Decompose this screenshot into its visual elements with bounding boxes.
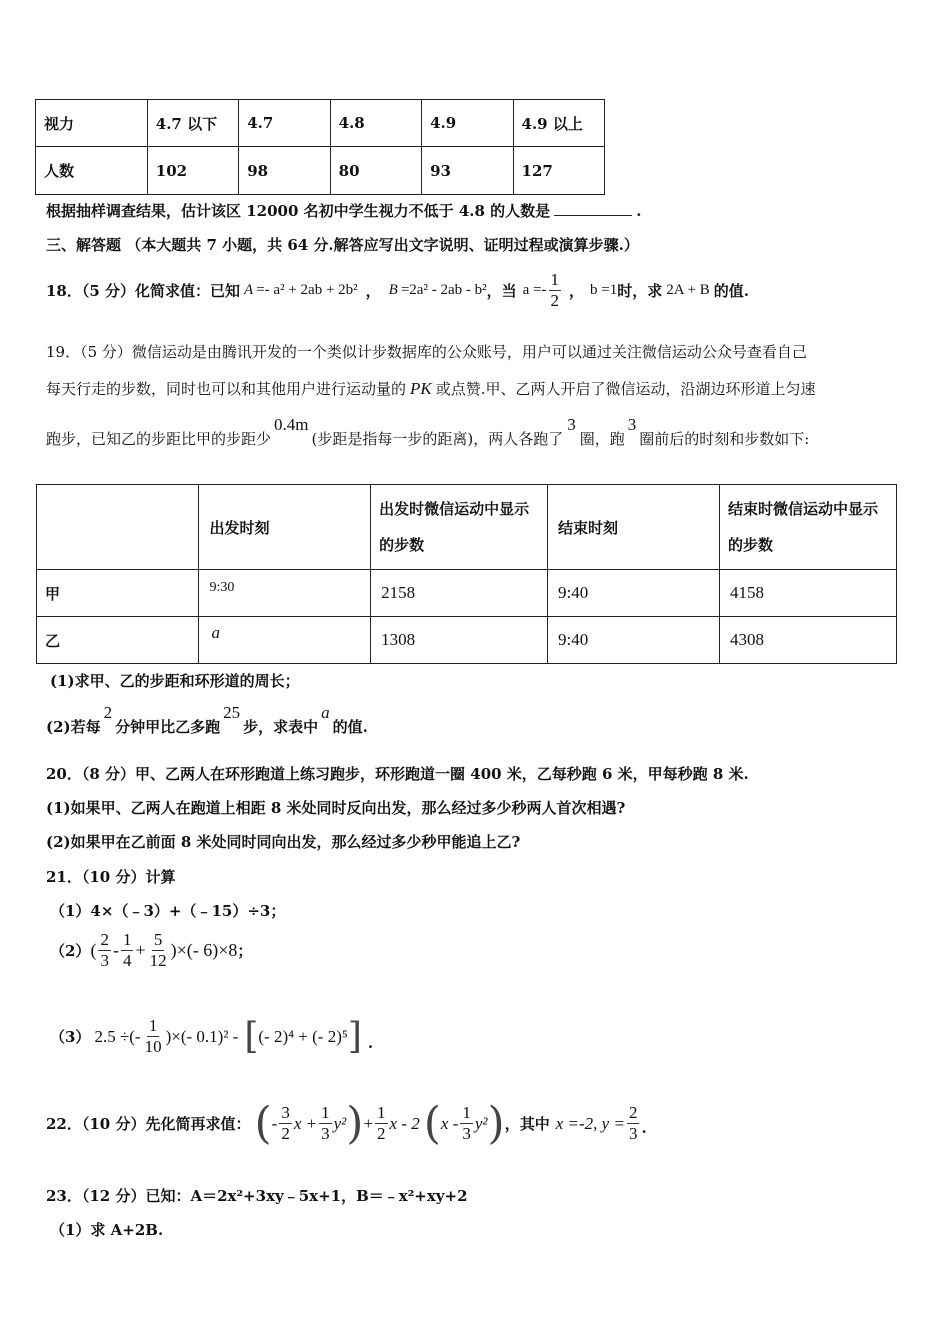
q21-title: 21．（10 分）计算 bbox=[46, 868, 176, 886]
q18: 18．（5 分）化简求值：已知 A =- a² + 2ab + 2b² ， B =2a² - 2ab - b² ，当 a =- $\frac{1}{2}$ ， b =1 时，求 2A + B 的值. bbox=[46, 270, 749, 310]
fraction: $\frac{1}{3}$ bbox=[462, 1103, 471, 1143]
fraction: $\frac{1}{2}$ bbox=[550, 270, 559, 310]
q19-sub2: (2)若每2分钟甲比乙多跑25步，求表中a的值. bbox=[46, 703, 368, 736]
count-cell: 102 bbox=[147, 147, 238, 195]
row-yi-start-steps: 1308 bbox=[371, 617, 548, 664]
fraction: $\frac{2}{3}$ bbox=[100, 930, 109, 970]
answer-blank bbox=[554, 201, 632, 216]
fraction: $\frac{3}{2}$ bbox=[281, 1103, 290, 1143]
row-jia-start-steps: 2158 bbox=[371, 570, 548, 617]
header-start-steps: 出发时微信运动中显示的步数 bbox=[371, 485, 548, 570]
q20-line3: (2)如果甲在乙前面 8 米处同时同向出发，那么经过多少秒甲能追上乙? bbox=[46, 833, 521, 851]
left-bracket: [ bbox=[244, 1016, 259, 1057]
count-cell: 93 bbox=[422, 147, 513, 195]
header-start-time: 出发时刻 bbox=[199, 485, 371, 570]
fraction: $\frac{1}{10}$ bbox=[144, 1016, 162, 1056]
header-end-time: 结束时刻 bbox=[548, 485, 720, 570]
vision-col: 4.9 以上 bbox=[513, 100, 604, 147]
count-cell: 98 bbox=[239, 147, 330, 195]
q20-line1: 20．（8 分）甲、乙两人在环形跑道上练习跑步，环形跑道一圈 400 米，乙每秒跑 6 米，甲每秒跑 8 米. bbox=[46, 765, 749, 783]
q17-question: 根据抽样调查结果，估计该区 12000 名初中学生视力不低于 4.8 的人数是 . bbox=[46, 202, 642, 220]
table-corner bbox=[37, 485, 199, 570]
count-header: 人数 bbox=[36, 147, 148, 195]
fraction: $\frac{1}{3}$ bbox=[321, 1103, 330, 1143]
fraction: $\frac{1}{2}$ bbox=[377, 1103, 386, 1143]
row-yi-end-steps: 4308 bbox=[720, 617, 897, 664]
vision-col: 4.8 bbox=[330, 100, 421, 147]
row-jia-end-steps: 4158 bbox=[720, 570, 897, 617]
q22: 22．（10 分）先化简再求值： ( - $\frac{3}{2}$ x + $\frac{1}{3}$ y² ) + $\frac{1}{2}$ x - 2 ( x - $\frac{1}{3}$ y² ) ，其中 x =-2, y = $\frac{2}{3}$ . bbox=[46, 1098, 647, 1149]
q19-line3: 跑步，已知乙的步距比甲的步距少0.4m(步距是指每一步的距离)，两人各跑了3圈，跑3圈前后的时刻和步数如下: bbox=[46, 415, 810, 448]
count-cell: 127 bbox=[513, 147, 604, 195]
vision-col: 4.9 bbox=[422, 100, 513, 147]
left-paren: ( bbox=[254, 1098, 272, 1149]
q23-line1: 23．（12 分）已知：A＝2x²+3xy﹣5x+1，B＝﹣x²+xy+2 bbox=[46, 1187, 468, 1205]
row-jia-start-time: 9:30 bbox=[199, 570, 371, 617]
q20-line2: (1)如果甲、乙两人在跑道上相距 8 米处同时反向出发，那么经过多少秒两人首次相遇? bbox=[46, 799, 626, 817]
step-table bbox=[36, 484, 897, 664]
row-jia-end-time: 9:40 bbox=[548, 570, 720, 617]
vision-col: 4.7 以下 bbox=[147, 100, 238, 147]
left-paren: ( bbox=[423, 1098, 441, 1149]
right-paren: ) bbox=[487, 1098, 505, 1149]
q21-part1: （1）4×（﹣3）+（﹣15）÷3； bbox=[50, 902, 286, 920]
row-yi-start-time: a bbox=[199, 617, 371, 664]
row-yi-end-time: 9:40 bbox=[548, 617, 720, 664]
row-jia-label: 甲 bbox=[37, 570, 199, 617]
vision-header: 视力 bbox=[36, 100, 148, 147]
fraction: $\frac{1}{4}$ bbox=[122, 930, 132, 970]
section-3-heading: 三、解答题 （本大题共 7 小题，共 64 分.解答应写出文字说明、证明过程或演算步骤.） bbox=[46, 236, 639, 254]
row-yi-label: 乙 bbox=[37, 617, 199, 664]
count-cell: 80 bbox=[330, 147, 421, 195]
q21-part2: （2） ( $\frac{2}{3}$ - $\frac{1}{4}$ + $\frac{5}{12}$ )×(- 6)×8 ； bbox=[50, 930, 253, 970]
right-paren: ) bbox=[346, 1098, 364, 1149]
q23-line2: （1）求 A+2B. bbox=[50, 1221, 164, 1239]
right-bracket: ] bbox=[347, 1016, 362, 1057]
vision-table bbox=[35, 99, 605, 195]
q21-part3: （3） 2.5 ÷(- $\frac{1}{10}$ )×(- 0.1)² - [ (- 2)⁴ + (- 2)⁵ ] . bbox=[50, 1016, 374, 1057]
fraction: $\frac{5}{12}$ bbox=[149, 930, 167, 970]
q19-sub1: (1)求甲、乙的步距和环形道的周长； bbox=[50, 672, 300, 690]
q19-line2: 每天行走的步数，同时也可以和其他用户进行运动量的 PK 或点赞.甲、乙两人开启了微信运动，沿湖边环形道上匀速 bbox=[46, 379, 816, 398]
header-end-steps: 结束时微信运动中显示的步数 bbox=[720, 485, 897, 570]
vision-col: 4.7 bbox=[239, 100, 330, 147]
q19-line1: 19．（5 分）微信运动是由腾讯开发的一个类似计步数据库的公众账号，用户可以通过关注微信运动公众号查看自己 bbox=[46, 343, 807, 361]
fraction: $\frac{2}{3}$ bbox=[628, 1103, 638, 1143]
